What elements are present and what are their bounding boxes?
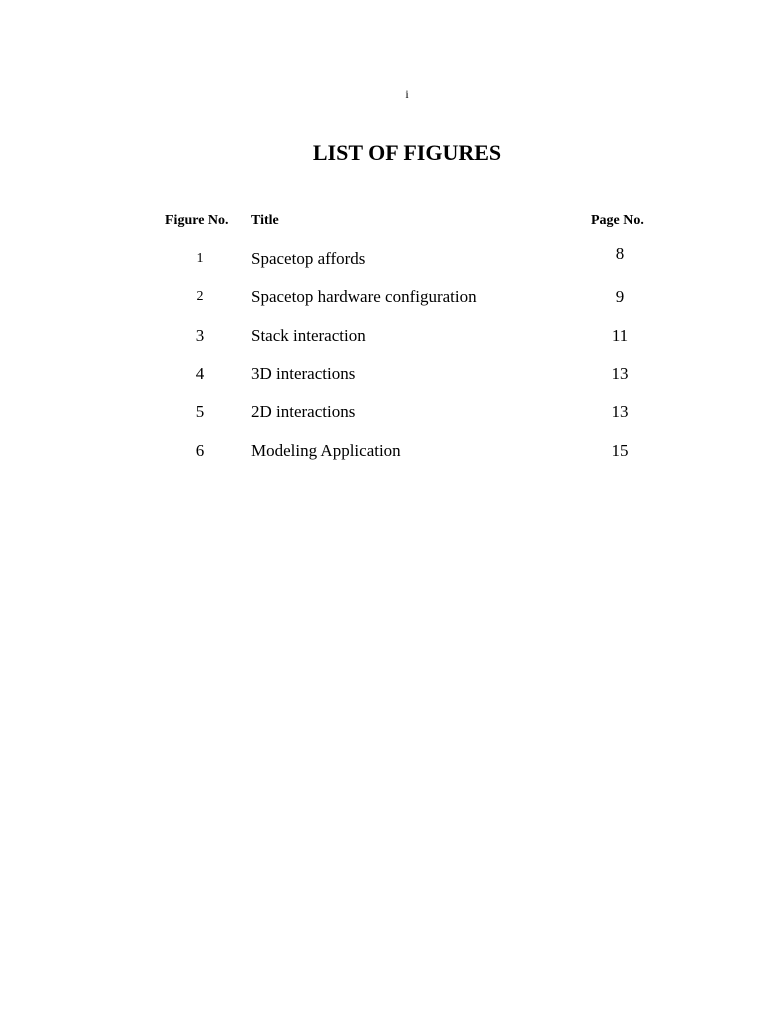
figure-row bbox=[0, 401, 768, 425]
figure-page: 9 bbox=[615, 287, 625, 306]
figure-number: 2 bbox=[196, 289, 204, 304]
figure-row bbox=[0, 440, 768, 464]
figure-row bbox=[0, 363, 768, 387]
page-number: i bbox=[405, 87, 409, 101]
figure-number: 5 bbox=[195, 402, 205, 421]
figure-number: 4 bbox=[195, 364, 205, 383]
figure-page: 13 bbox=[611, 402, 629, 421]
figure-number: 6 bbox=[195, 441, 205, 460]
figure-title: Spacetop affords bbox=[251, 249, 366, 268]
figure-title: Modeling Application bbox=[251, 441, 401, 460]
figure-page: 11 bbox=[611, 326, 629, 345]
figure-page: 15 bbox=[611, 441, 629, 460]
figure-number: 3 bbox=[195, 326, 205, 345]
figure-number: 1 bbox=[196, 251, 204, 266]
figure-page: 8 bbox=[615, 244, 625, 263]
figure-row bbox=[0, 244, 768, 272]
figure-row bbox=[0, 325, 768, 349]
figure-title: Spacetop hardware configuration bbox=[251, 287, 477, 306]
column-header-page-no: Page No. bbox=[591, 213, 644, 228]
figure-title: Stack interaction bbox=[251, 326, 366, 345]
figure-title: 2D interactions bbox=[251, 402, 356, 421]
column-header-title: Title bbox=[251, 213, 279, 228]
column-header-figure-no: Figure No. bbox=[165, 213, 229, 228]
figure-title: 3D interactions bbox=[251, 364, 356, 383]
page-title: LIST OF FIGURES bbox=[312, 140, 502, 165]
figure-page: 13 bbox=[611, 364, 629, 383]
figure-row bbox=[0, 286, 768, 310]
